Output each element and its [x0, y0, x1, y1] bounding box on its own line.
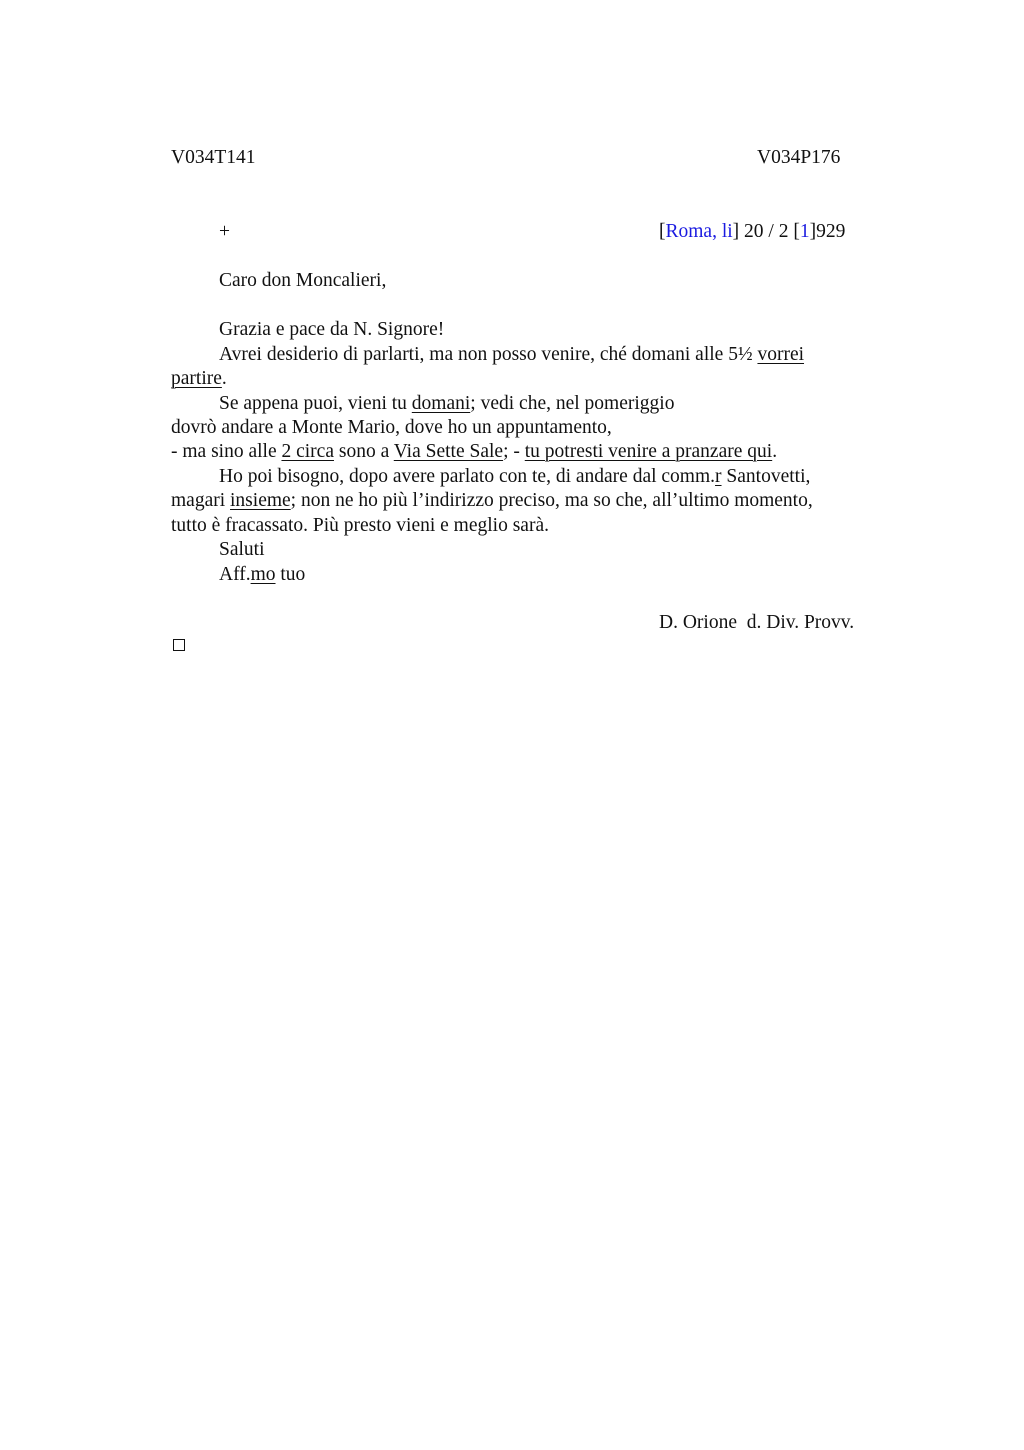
paragraph-text: . — [772, 441, 778, 462]
paragraph-1-line-1 — [219, 344, 804, 366]
date-year-digit: 1 — [799, 221, 810, 242]
paragraph-3-line-3: tutto è fracassato. Più presto vieni e meglio sarà. — [171, 515, 549, 536]
date-bracket-open: [ — [659, 221, 666, 242]
paragraph-text: ; vedi che, nel pomeriggio — [470, 393, 675, 414]
salutation: Caro don Moncalieri, — [219, 270, 387, 291]
underlined-text: Via Sette Sale — [393, 441, 504, 462]
paragraph-text: . — [221, 368, 227, 389]
date-day-month: 20 / 2 [ — [739, 221, 800, 242]
paragraph-text: Avrei desiderio di parlarti, ma non posso venire, ché domani alle 5½ — [219, 344, 758, 365]
signature: D. Orione d. Div. Provv. — [659, 612, 855, 633]
date-year-rest: ]929 — [809, 221, 846, 242]
paragraph-3-line-1 — [219, 466, 810, 488]
underlined-text: insieme — [230, 490, 291, 511]
paragraph-text: Santovetti, — [721, 466, 811, 487]
paragraph-2-line-3 — [171, 441, 777, 463]
closing-text: tuo — [275, 564, 306, 585]
date-place: Roma, li — [665, 221, 733, 242]
underlined-text: vorrei — [757, 344, 805, 365]
underlined-text: domani — [411, 393, 471, 414]
closing-greeting: Saluti — [219, 539, 265, 560]
document-code-right: V034P176 — [757, 147, 841, 168]
paragraph-text: Se appena puoi, vieni tu — [219, 393, 412, 414]
date-bracket-close: ] — [732, 221, 740, 242]
closing-text: Aff. — [219, 564, 251, 585]
closing-affectionate — [219, 564, 305, 586]
cross-symbol: + — [219, 221, 230, 242]
paragraph-3-line-2 — [171, 490, 813, 512]
paragraph-text: sono a — [333, 441, 394, 462]
document-code-left: V034T141 — [171, 147, 256, 168]
greeting: Grazia e pace da N. Signore! — [219, 319, 445, 340]
paragraph-1-line-2 — [171, 368, 227, 390]
checkbox-square-icon — [173, 639, 185, 651]
underlined-text: mo — [250, 564, 276, 585]
paragraph-text: ; - — [503, 441, 525, 462]
paragraph-2-line-2: dovrò andare a Monte Mario, dove ho un appuntamento, — [171, 417, 612, 438]
letter-date — [659, 221, 845, 243]
paragraph-text: Ho poi bisogno, dopo avere parlato con te, di andare dal comm. — [219, 466, 716, 487]
paragraph-text: magari — [171, 490, 231, 511]
underlined-text: tu potresti venire a pranzare qui — [524, 441, 773, 462]
underlined-text: 2 circa — [281, 441, 334, 462]
paragraph-text: - ma sino alle — [171, 441, 282, 462]
underlined-text: partire — [171, 368, 222, 389]
paragraph-2-line-1 — [219, 393, 674, 415]
paragraph-text: ; non ne ho più l’indirizzo preciso, ma so che, all’ultimo momento, — [290, 490, 813, 511]
underlined-text: r — [715, 466, 722, 487]
